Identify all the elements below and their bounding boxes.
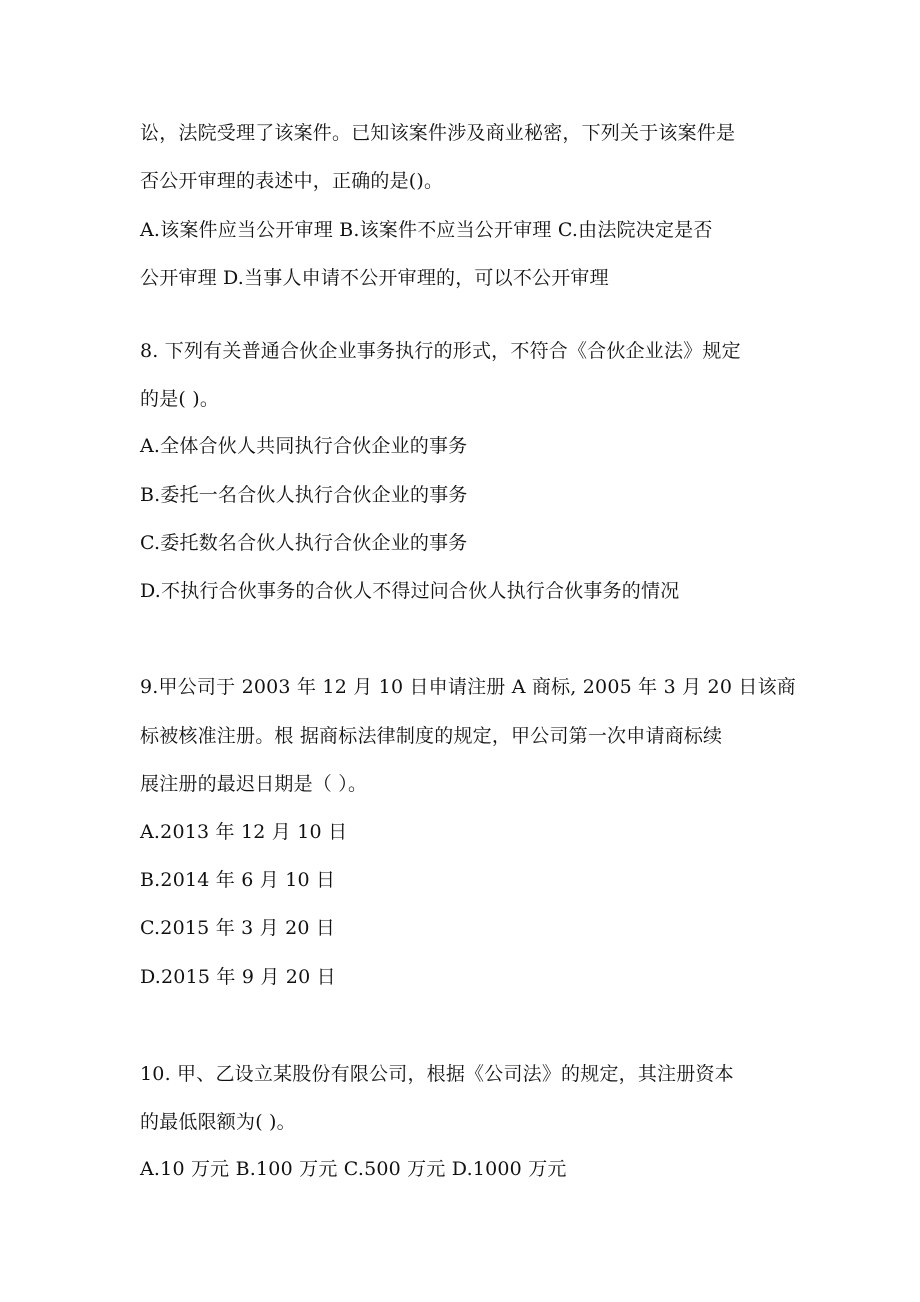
q8-stem-line-1: 8. 下列有关普通合伙企业事务执行的形式，不符合《合伙企业法》规定 — [140, 340, 741, 362]
q9-option-c: C.2015 年 3 月 20 日 — [140, 917, 336, 939]
q8-stem-line-2: 的是( )。 — [140, 388, 220, 410]
q9-option-a: A.2013 年 12 月 10 日 — [140, 821, 348, 843]
q7-options-line-2: 公开审理 D.当事人申请不公开审理的，可以不公开审理 — [140, 267, 609, 289]
q9-stem-line-1: 9.甲公司于 2003 年 12 月 10 日申请注册 A 商标, 2005 年 3 月 20 日该商 — [140, 676, 796, 698]
q9-stem-line-3: 展注册的最迟日期是（ ）。 — [140, 773, 368, 795]
q8-option-a: A.全体合伙人共同执行合伙企业的事务 — [140, 435, 468, 457]
q9-option-d: D.2015 年 9 月 20 日 — [140, 966, 336, 988]
q8-option-d: D.不执行合伙事务的合伙人不得过问合伙人执行合伙事务的情况 — [140, 580, 680, 602]
q10-stem-line-1: 10. 甲、乙设立某股份有限公司，根据《公司法》的规定，其注册资本 — [140, 1063, 734, 1085]
q7-stem-line-2: 否公开审理的表述中，正确的是()。 — [140, 170, 444, 192]
q7-options-line-1: A.该案件应当公开审理 B.该案件不应当公开审理 C.由法院决定是否 — [140, 219, 713, 241]
q9-option-b: B.2014 年 6 月 10 日 — [140, 869, 336, 891]
q9-stem-line-2: 标被核准注册。根 据商标法律制度的规定，甲公司第一次申请商标续 — [140, 725, 723, 747]
q10-options-line: A.10 万元 B.100 万元 C.500 万元 D.1000 万元 — [140, 1158, 567, 1180]
q10-stem-line-2: 的最低限额为( )。 — [140, 1111, 296, 1133]
q7-stem-line-1: 讼，法院受理了该案件。已知该案件涉及商业秘密，下列关于该案件是 — [140, 122, 736, 144]
q8-option-b: B.委托一名合伙人执行合伙企业的事务 — [140, 484, 468, 506]
q8-option-c: C.委托数名合伙人执行合伙企业的事务 — [140, 532, 468, 554]
